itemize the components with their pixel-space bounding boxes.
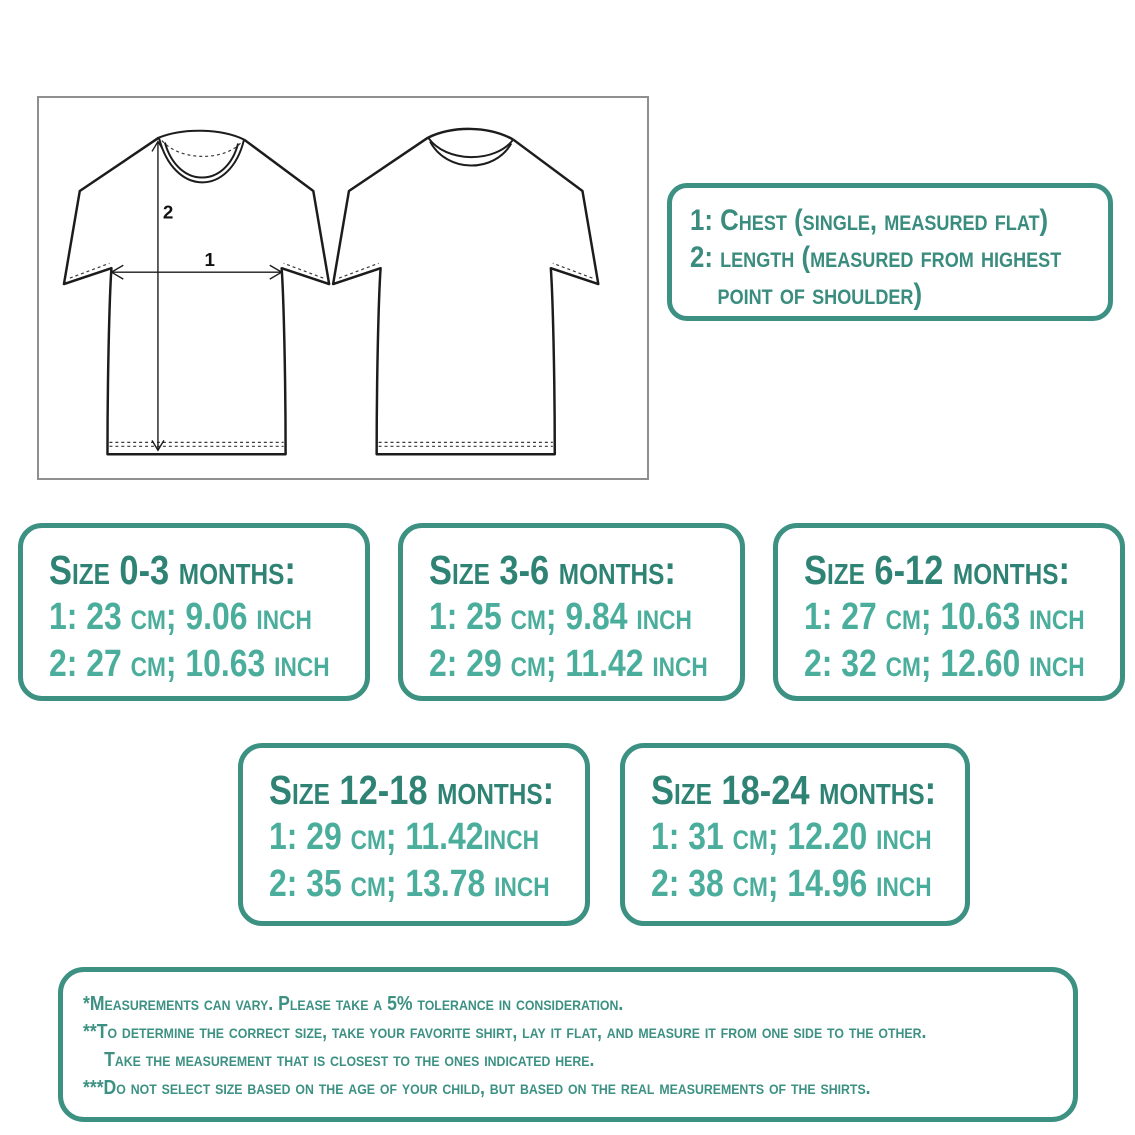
size-card-title: Size 12-18 months: — [269, 767, 555, 813]
chest-measurement: 1: 29 cm; 11.42inch — [269, 816, 539, 858]
size-card-12-18-months — [238, 743, 590, 926]
size-card-title: Size 6-12 months: — [804, 547, 1070, 593]
size-card-title: Size 0-3 months: — [49, 547, 296, 593]
length-measurement: 2: 35 cm; 13.78 inch — [269, 863, 550, 905]
size-card-title: Size 3-6 months: — [429, 547, 676, 593]
footnote-age-warning: ***Do not select size based on the age of your child, but based on the real measurements of the shirts. — [83, 1077, 871, 1099]
chest-measurement: 1: 23 cm; 9.06 inch — [49, 596, 312, 638]
length-dimension-label: 2 — [162, 201, 174, 223]
back-shirt-drawing — [333, 129, 598, 454]
size-card-0-3-months — [18, 523, 370, 701]
front-shirt-drawing — [64, 131, 329, 455]
chest-dimension-label: 1 — [204, 249, 215, 271]
footnote-how-to-measure-cont: Take the measurement that is closest to the ones indicated here. — [104, 1049, 595, 1071]
length-measurement: 2: 29 cm; 11.42 inch — [429, 643, 708, 685]
chest-measurement: 1: 27 cm; 10.63 inch — [804, 596, 1085, 638]
chest-measurement: 1: 25 cm; 9.84 inch — [429, 596, 692, 638]
length-measurement: 2: 38 cm; 14.96 inch — [651, 863, 932, 905]
length-measurement: 2: 27 cm; 10.63 inch — [49, 643, 330, 685]
legend-line-chest: 1: Chest (single, measured flat) — [690, 204, 1049, 237]
length-measurement: 2: 32 cm; 12.60 inch — [804, 643, 1085, 685]
tshirt-technical-drawing — [39, 98, 647, 478]
size-card-title: Size 18-24 months: — [651, 767, 937, 813]
tshirt-sketch-panel — [37, 96, 649, 480]
size-card-6-12-months — [773, 523, 1125, 701]
size-card-3-6-months — [398, 523, 745, 701]
footnote-how-to-measure: **To determine the correct size, take your favorite shirt, lay it flat, and measure it from one side to the other. — [83, 1021, 927, 1043]
chest-measurement: 1: 31 cm; 12.20 inch — [651, 816, 932, 858]
size-card-18-24-months — [620, 743, 970, 926]
footnotes-box — [58, 967, 1078, 1122]
legend-line-length-cont: point of shoulder) — [717, 278, 923, 311]
legend-line-length: 2: length (measured from highest — [690, 241, 1062, 274]
footnote-tolerance: *Measurements can vary. Please take a 5% tolerance in consideration. — [83, 993, 624, 1015]
measurement-arrows — [111, 142, 281, 451]
measurement-legend-box — [667, 183, 1113, 321]
